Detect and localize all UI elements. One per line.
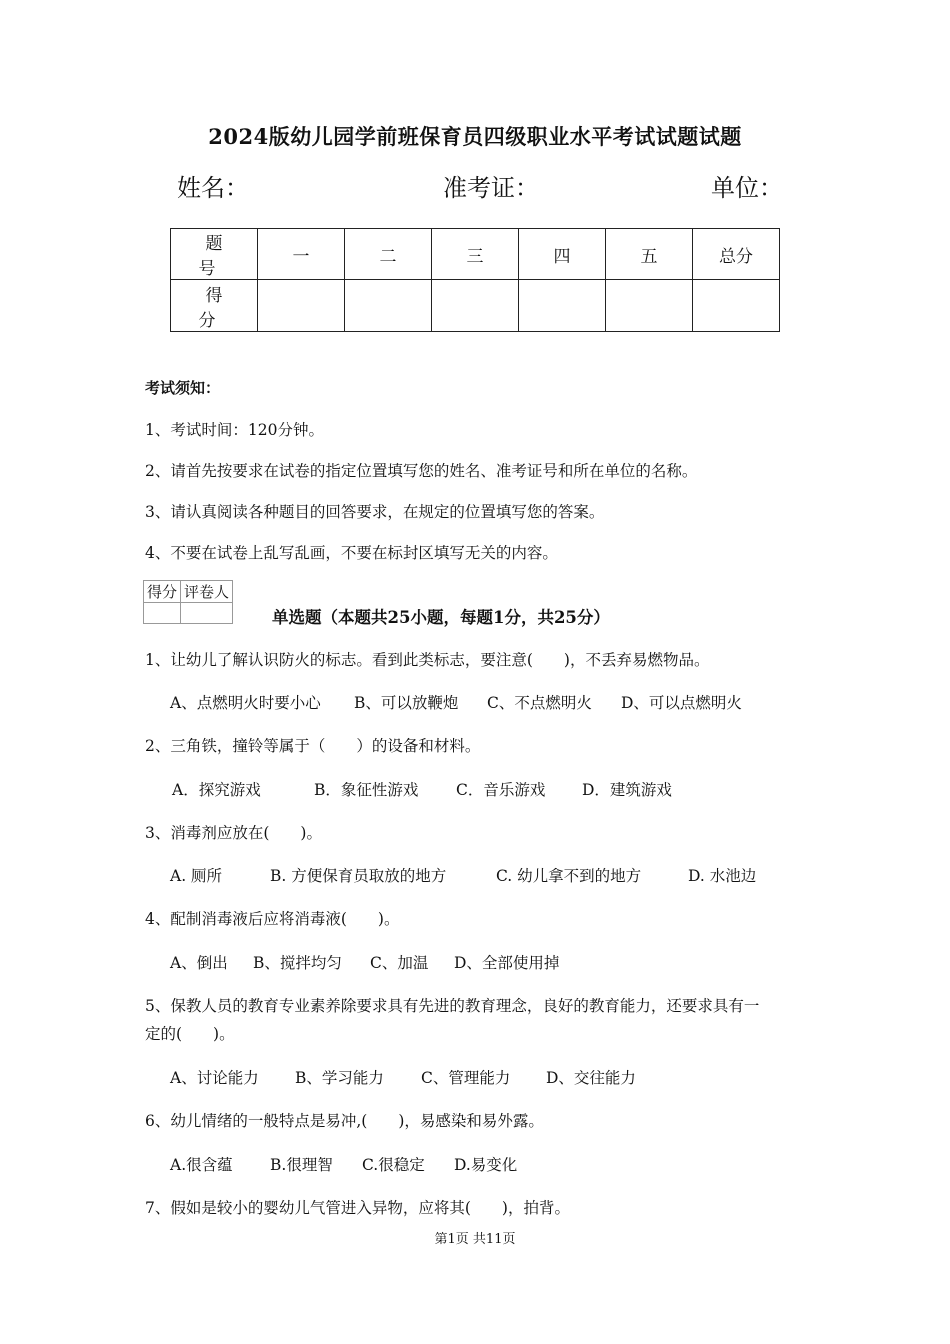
option-d: D. 水池边	[688, 867, 757, 885]
option-d: D、交往能力	[546, 1069, 636, 1087]
option-c: C、管理能力	[421, 1069, 511, 1087]
option-a: A、讨论能力	[170, 1069, 259, 1087]
score-cell	[432, 280, 519, 332]
section-title: 单选题（本题共25小题，每题1分，共25分）	[272, 608, 610, 627]
option-a: A. 厕所	[170, 867, 223, 885]
option-c: C、不点燃明火	[487, 694, 592, 712]
section-1-header: 一	[258, 229, 345, 280]
grader-score-label: 得分	[144, 581, 181, 603]
document-title: 2024版幼儿园学前班保育员四级职业水平考试试题试题	[208, 124, 742, 149]
option-b: B、搅拌均匀	[253, 954, 342, 972]
grader-score-cell	[144, 603, 181, 624]
option-a: A、点燃明火时要小心	[170, 694, 321, 712]
option-b: B. 方便保育员取放的地方	[270, 867, 447, 885]
question-number-label: 题 号	[171, 229, 258, 280]
question-stem: 7、假如是较小的婴幼儿气管进入异物，应将其( )，拍背。	[145, 1199, 570, 1217]
unit-field-label: 单位：	[711, 174, 783, 202]
note-item: 1、考试时间：120分钟。	[145, 421, 324, 439]
score-cell	[606, 280, 693, 332]
question-stem: 2、三角铁，撞铃等属于（ ）的设备和材料。	[145, 737, 481, 755]
grader-box	[143, 580, 233, 624]
question-stem: 1、让幼儿了解认识防火的标志。看到此类标志，要注意( )，不丢弃易燃物品。	[145, 651, 710, 669]
option-c: C.很稳定	[362, 1156, 425, 1174]
question-stem: 4、配制消毒液后应将消毒液( )。	[145, 910, 400, 928]
score-cell	[345, 280, 432, 332]
page-footer: 第1页 共11页	[434, 1232, 516, 1247]
section-4-header: 四	[519, 229, 606, 280]
option-d: D．建筑游戏	[582, 781, 672, 799]
score-table	[170, 228, 780, 332]
question-stem: 6、幼儿情绪的一般特点是易冲,( )，易感染和易外露。	[145, 1112, 544, 1130]
question-stem: 5、保教人员的教育专业素养除要求具有先进的教育理念，良好的教育能力，还要求具有一	[145, 997, 760, 1015]
option-c: C．音乐游戏	[456, 781, 546, 799]
option-b: B、学习能力	[295, 1069, 384, 1087]
score-cell	[519, 280, 606, 332]
option-c: C. 幼儿拿不到的地方	[496, 867, 642, 885]
option-a: A．探究游戏	[172, 781, 261, 799]
section-5-header: 五	[606, 229, 693, 280]
note-item: 3、请认真阅读各种题目的回答要求，在规定的位置填写您的答案。	[145, 503, 605, 521]
option-b: B、可以放鞭炮	[354, 694, 459, 712]
note-item: 4、不要在试卷上乱写乱画，不要在标封区填写无关的内容。	[145, 544, 558, 562]
score-table-header-row	[171, 229, 780, 280]
total-header: 总分	[693, 229, 780, 280]
option-d: D.易变化	[454, 1156, 518, 1174]
exam-id-field-label: 准考证：	[443, 174, 539, 202]
name-field-label: 姓名：	[177, 174, 249, 202]
section-3-header: 三	[432, 229, 519, 280]
notes-title: 考试须知：	[145, 379, 221, 397]
grader-reviewer-label: 评卷人	[181, 581, 233, 603]
score-table-score-row	[171, 280, 780, 332]
option-a: A、倒出	[170, 954, 228, 972]
option-d: D、可以点燃明火	[621, 694, 742, 712]
grader-reviewer-cell	[181, 603, 233, 624]
score-label: 得 分	[171, 280, 258, 332]
option-b: B．象征性游戏	[314, 781, 419, 799]
note-item: 2、请首先按要求在试卷的指定位置填写您的姓名、准考证号和所在单位的名称。	[145, 462, 698, 480]
score-cell	[693, 280, 780, 332]
score-cell	[258, 280, 345, 332]
option-a: A.很含蕴	[170, 1156, 233, 1174]
option-b: B.很理智	[270, 1156, 333, 1174]
question-stem-continued: 定的( )。	[145, 1025, 235, 1043]
option-c: C、加温	[370, 954, 429, 972]
option-d: D、全部使用掉	[454, 954, 560, 972]
question-stem: 3、消毒剂应放在( )。	[145, 824, 322, 842]
section-2-header: 二	[345, 229, 432, 280]
